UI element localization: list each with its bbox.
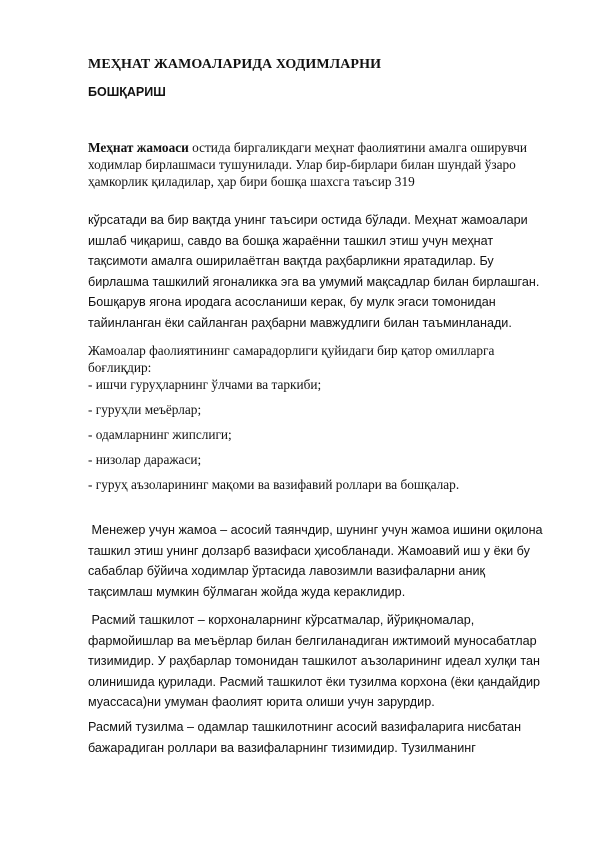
intro-paragraph bbox=[88, 139, 528, 190]
list-item: - ишчи гуруҳларнинг ўлчами ва таркиби; bbox=[88, 377, 322, 392]
heading-line-1: МЕҲНАТ ЖАМОАЛАРИДА ХОДИМЛАРНИ bbox=[88, 57, 382, 72]
heading-line-2: БОШҚАРИШ bbox=[88, 85, 166, 99]
paragraph-line: фармойишлар ва меъёрлар билан белгиланадиган ижтимоий муносабатлар bbox=[88, 633, 537, 648]
paragraph-line: кўрсатади ва бир вақтда унинг таъсири остида бўлади. Меҳнат жамоалари bbox=[88, 213, 528, 227]
paragraph-line: бирлашма ташкилий ягоналикка эга ва умумий мақсадлар билан бирлашган. bbox=[88, 274, 540, 289]
paragraph-1 bbox=[88, 210, 540, 334]
intro-term: Меҳнат жамоаси bbox=[88, 140, 189, 155]
intro-line-3: ҳамкорлик қиладилар, ҳар бири бошқа шахсга таъсир 319 bbox=[88, 174, 415, 189]
paragraph-line: олинишида қурилади. Расмий ташкилот ёки тузилма корхона (ёки қандайдир bbox=[88, 674, 540, 689]
paragraph-line: сабаблар бўйича ходимлар ўртасида лавозимли вазифаларни аниқ bbox=[88, 564, 486, 579]
list-item: - одамларнинг жипслиги; bbox=[88, 427, 232, 442]
paragraph-line: тизимидир. У раҳбарлар томонидан ташкилот аъзоларининг идеал хулқи тан bbox=[88, 654, 540, 669]
factors-intro-line-1: Жамоалар фаолиятининг самарадорлиги қуйидаги бир қатор омилларга bbox=[88, 343, 495, 358]
intro-line-2: ходимлар бирлашмаси тушунилади. Улар бир-бирлари билан шундай ўзаро bbox=[88, 157, 516, 172]
paragraph-line: тақсимоти амалга оширилаётган вақтда раҳбарликни яратадилар. Бу bbox=[88, 254, 494, 269]
factors-section bbox=[88, 342, 528, 493]
list-item: - гуруҳли меъёрлар; bbox=[88, 402, 202, 417]
paragraph-4 bbox=[88, 610, 540, 713]
paragraph-line: ишлаб чиқариш, савдо ва бошқа жараённи ташкил этиш учун меҳнат bbox=[88, 233, 494, 248]
list-item: - низолар даражаси; bbox=[88, 452, 202, 467]
intro-line-1 bbox=[88, 139, 528, 156]
paragraph-line: бажарадиган роллари ва вазифаларнинг тизимидир. Тузилманинг bbox=[88, 740, 476, 755]
paragraph-line: тайинланган ёки сайланган раҳбарни мавжудлиги билан таъминланади. bbox=[88, 315, 512, 330]
paragraph-5 bbox=[88, 717, 528, 758]
paragraph-line: ташкил этиш унинг долзарб вазифаси ҳисобланади. Жамоавий иш у ёки бу bbox=[88, 543, 530, 558]
paragraph-line: Расмий ташкилот – корхоналарнинг кўрсатмалар, йўриқномалар, bbox=[88, 613, 475, 627]
paragraph-line: Расмий тузилма – одамлар ташкилотнинг асосий вазифаларига нисбатан bbox=[88, 720, 522, 734]
paragraph-line: муассаса)ни умуман фаолият юрита олиши учун зарурдир. bbox=[88, 695, 435, 710]
paragraph-line: Менежер учун жамоа – асосий таянчдир, шунинг учун жамоа ишини оқилона bbox=[88, 523, 543, 537]
paragraph-line: тақсимлаш мумкин бўлмаган жойда жуда кераклидир. bbox=[88, 584, 406, 599]
paragraph-3 bbox=[88, 520, 543, 602]
intro-line-1-text: остида биргаликдаги меҳнат фаолиятини амалга оширувчи bbox=[188, 140, 528, 155]
paragraph-line: Бошқарув ягона иродага асосланиши керак, бу мулк эгаси томонидан bbox=[88, 295, 496, 310]
list-item: - гуруҳ аъзоларининг мақоми ва вазифавий роллари ва бошқалар. bbox=[88, 477, 460, 492]
factors-intro-line-2: боғлиқдир: bbox=[88, 360, 152, 375]
